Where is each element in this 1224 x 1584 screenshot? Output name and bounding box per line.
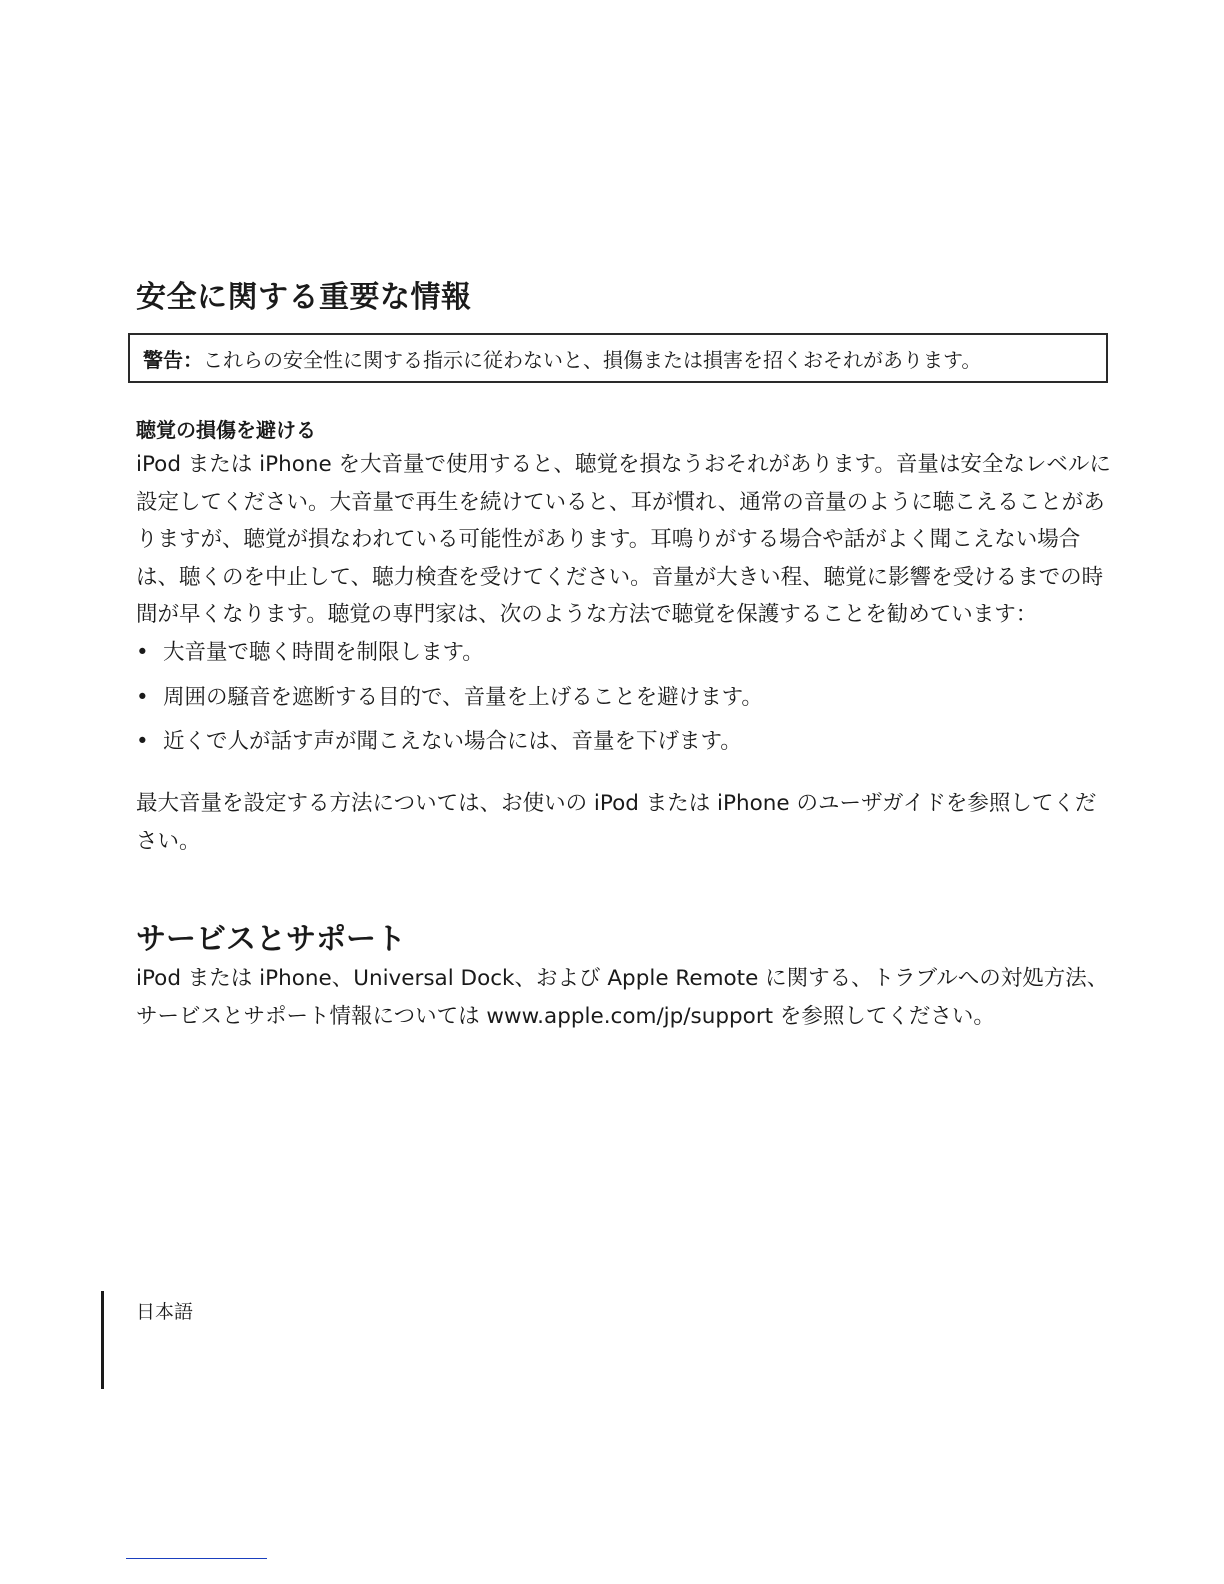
hearing-heading: 聴覚の損傷を避ける [136, 418, 316, 442]
max-volume-note: 最大音量を設定する方法については、お使いの iPod または iPhone のユーザガイドを参照してください。 [136, 791, 1097, 854]
support-paragraph: iPod または iPhone、Universal Dock、および Apple Remote に関する、トラブルへの対処方法、サービスとサポート情報については www.apple.com/jp/support を参照してください。 [136, 966, 1109, 1029]
list-item-text: 周囲の騒音を遮断する目的で、音量を上げることを避けます。 [163, 684, 763, 710]
list-item [136, 723, 1112, 768]
bullet-icon: • [136, 729, 149, 754]
list-item-text: 大音量で聴く時間を制限します。 [163, 640, 484, 665]
warning-text: これらの安全性に関する指示に従わないと、損傷または損害を招くおそれがあります。 [203, 347, 982, 372]
list-item [136, 679, 1112, 724]
warning-label: 警告： [143, 347, 203, 372]
page-title: 安全に関する重要な情報 [136, 280, 472, 315]
hearing-bullet-list [136, 634, 1112, 768]
support-heading: サービスとサポート [136, 922, 406, 957]
language-marker-bar [101, 1291, 104, 1389]
list-item-text: 近くで人が話す声が聞こえない場合には、音量を下げます。 [163, 729, 742, 754]
language-label: 日本語 [136, 1301, 194, 1323]
list-item [136, 634, 1112, 679]
footer-rule [126, 1558, 267, 1559]
bullet-icon: • [136, 684, 149, 710]
warning-box [128, 333, 1108, 383]
hearing-paragraph: iPod または iPhone を大音量で使用すると、聴覚を損なうおそれがあります。音量は安全なレベルに設定してください。大音量で再生を続けていると、耳が慣れ、通常の音量のように聴こえることがありますが、聴覚が損なわれている可能性があります。耳鳴りがする場合や話がよく聞こえない場合は、聴くのを中止して、聴力検査を受けてください。音量が大きい程、聴覚に影響を受けるまでの時間が早くなります。聴覚の専門家は、次のような方法で聴覚を保護することを勧めています： [136, 452, 1111, 627]
bullet-icon: • [136, 640, 149, 665]
